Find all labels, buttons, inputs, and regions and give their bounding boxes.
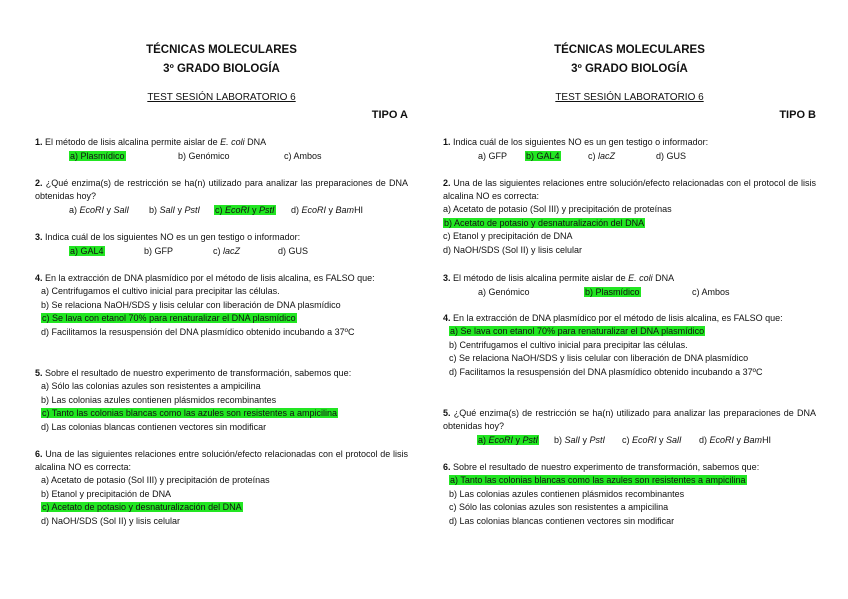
option-a: a) Se lava con etanol 70% para renaturalizar el DNA plasmídico (450, 326, 705, 336)
option-a: a) Sólo las colonias azules son resistentes a ampicilina (41, 381, 261, 391)
option-c: c) Se lava con etanol 70% para renaturalizar el DNA plasmídico (42, 313, 296, 324)
option-c: c) Ambos (692, 287, 730, 297)
option-b: b) SalI y PstI (554, 435, 606, 445)
options-list (443, 474, 816, 528)
question-text: 1. Indica cuál de los siguientes NO es un gen testigo o informador: (443, 137, 709, 147)
option-d: d) EcoRI y BamHI (699, 435, 772, 445)
course-subtitle: 3º GRADO BIOLOGÍA (571, 63, 688, 75)
question-text: 6. Sobre el resultado de nuestro experimento de transformación, sabemos que: (443, 462, 760, 472)
course-subtitle: 3º GRADO BIOLOGÍA (163, 63, 280, 75)
option-b: b) Acetato de potasio y desnaturalización del DNA (444, 217, 645, 228)
question-4 (35, 272, 408, 339)
option-d: d) EcoRI y BamHI (291, 205, 364, 215)
options-row (35, 244, 408, 258)
option-b: b) Centrifugamos el cultivo inicial para precipitar las células. (449, 339, 688, 350)
question-text: 4. En la extracción de DNA plasmídico por el método de lisis alcalina, es FALSO que: (35, 273, 375, 283)
option-b: b) Las colonias azules contienen plásmidos recombinantes (449, 488, 685, 499)
option-b: b) Se relaciona NaOH/SDS y lisis celular con liberación de DNA plasmídico (41, 299, 341, 310)
question-text: 5. ¿Qué enzima(s) de restricción se ha(n) utilizado para analizar las preparaciones de DNA obtenidas hoy? (443, 408, 816, 431)
question-5 (35, 367, 408, 434)
option-b: b) Genómico (178, 151, 230, 161)
question-6 (443, 461, 816, 528)
question-text: 3. Indica cuál de los siguientes NO es un gen testigo o informador: (35, 232, 301, 242)
option-d: d) Las colonias blancas contienen vectores sin modificar (41, 421, 267, 432)
option-a: a) Acetato de potasio (Sol III) y precipitación de proteínas (41, 475, 270, 485)
course-title: TÉCNICAS MOLECULARES (146, 44, 297, 56)
options-list (443, 203, 816, 257)
tipo-label: TIPO B (779, 109, 816, 121)
option-b: b) GFP (144, 246, 174, 256)
option-a: a) Acetato de potasio (Sol III) y precipitación de proteínas (443, 204, 672, 214)
option-c: c) EcoRI y SalI (622, 435, 682, 445)
option-c: c) lacZ (588, 151, 616, 161)
course-title: TÉCNICAS MOLECULARES (554, 44, 705, 56)
question-text: 1. El método de lisis alcalina permite aislar de E. coli DNA (35, 137, 267, 147)
option-d: d) NaOH/SDS (Sol II) y lisis celular (41, 515, 181, 526)
question-6 (35, 448, 408, 528)
option-c: c) Acetato de potasio y desnaturalización del DNA (42, 502, 242, 513)
option-c: c) Ambos (284, 151, 322, 161)
question-text: 6. Una de las siguientes relaciones entre solución/efecto relacionadas con el protocol de lisis alcalina NO es correcta: (35, 449, 408, 472)
option-b: b) SalI y PstI (149, 205, 201, 215)
column-tipo-a (35, 0, 408, 599)
option-a: a) GAL4 (70, 246, 104, 256)
option-b: b) Etanol y precipitación de DNA (41, 488, 172, 499)
option-a: a) Plasmídico (70, 151, 125, 161)
options-row (35, 149, 408, 163)
option-b: b) Las colonias azules contienen plásmidos recombinantes (41, 394, 277, 405)
option-c: c) Etanol y precipitación de DNA (443, 231, 573, 242)
column-tipo-b (443, 0, 816, 599)
options-list (443, 325, 816, 379)
question-2 (35, 177, 408, 217)
question-3 (443, 272, 816, 299)
question-text: 3. El método de lisis alcalina permite aislar de E. coli DNA (443, 273, 675, 283)
option-d: d) GUS (656, 151, 687, 161)
session-title: TEST SESIÓN LABORATORIO 6 (555, 92, 704, 103)
option-c: c) Se relaciona NaOH/SDS y lisis celular con liberación de DNA plasmídico (449, 353, 749, 364)
question-5 (443, 407, 816, 447)
option-d: d) NaOH/SDS (Sol II) y lisis celular (443, 244, 583, 255)
option-d: d) Las colonias blancas contienen vectores sin modificar (449, 515, 675, 526)
option-b: b) Plasmídico (585, 287, 640, 297)
question-4 (443, 312, 816, 379)
question-2 (443, 177, 816, 257)
question-text: 4. En la extracción de DNA plasmídico por el método de lisis alcalina, es FALSO que: (443, 313, 783, 323)
options-list (35, 474, 408, 528)
option-a: a) GFP (478, 151, 508, 161)
options-list (35, 380, 408, 434)
options-row (443, 285, 816, 299)
question-1 (443, 136, 816, 163)
option-b: b) GAL4 (526, 151, 560, 161)
options-row (443, 433, 816, 447)
question-text: 5. Sobre el resultado de nuestro experimento de transformación, sabemos que: (35, 368, 352, 378)
option-a: a) Tanto las colonias blancas como las azules son resistentes a ampicilina (450, 475, 746, 485)
question-1 (35, 136, 408, 163)
option-a: a) Centrifugamos el cultivo inicial para precipitar las células. (41, 286, 280, 296)
options-row (443, 149, 816, 163)
option-d: d) Facilitamos la resuspensión del DNA plasmídico obtenido incubando a 37ºC (449, 366, 763, 377)
session-title: TEST SESIÓN LABORATORIO 6 (147, 92, 296, 103)
option-a: a) Genómico (478, 287, 530, 297)
question-text: 2. ¿Qué enzima(s) de restricción se ha(n) utilizado para analizar las preparaciones de DNA obtenidas hoy? (35, 178, 408, 201)
option-a: a) EcoRI y SalI (69, 205, 130, 215)
options-row (35, 203, 408, 217)
option-c: c) Sólo las colonias azules son resistentes a ampicilina (449, 502, 669, 513)
option-d: d) GUS (278, 246, 309, 256)
option-c: c) lacZ (213, 246, 241, 256)
option-d: d) Facilitamos la resuspensión del DNA plasmídico obtenido incubando a 37ºC (41, 326, 355, 337)
option-c: c) EcoRI y PstI (215, 205, 275, 215)
option-c: c) Tanto las colonias blancas como las azules son resistentes a ampicilina (42, 408, 337, 419)
options-list (35, 285, 408, 339)
question-3 (35, 231, 408, 258)
tipo-label: TIPO A (371, 109, 408, 121)
option-a: a) EcoRI y PstI (478, 435, 539, 445)
question-text: 2. Una de las siguientes relaciones entre solución/efecto relacionadas con el protocol de lisis alcalina NO es correcta: (443, 178, 816, 201)
